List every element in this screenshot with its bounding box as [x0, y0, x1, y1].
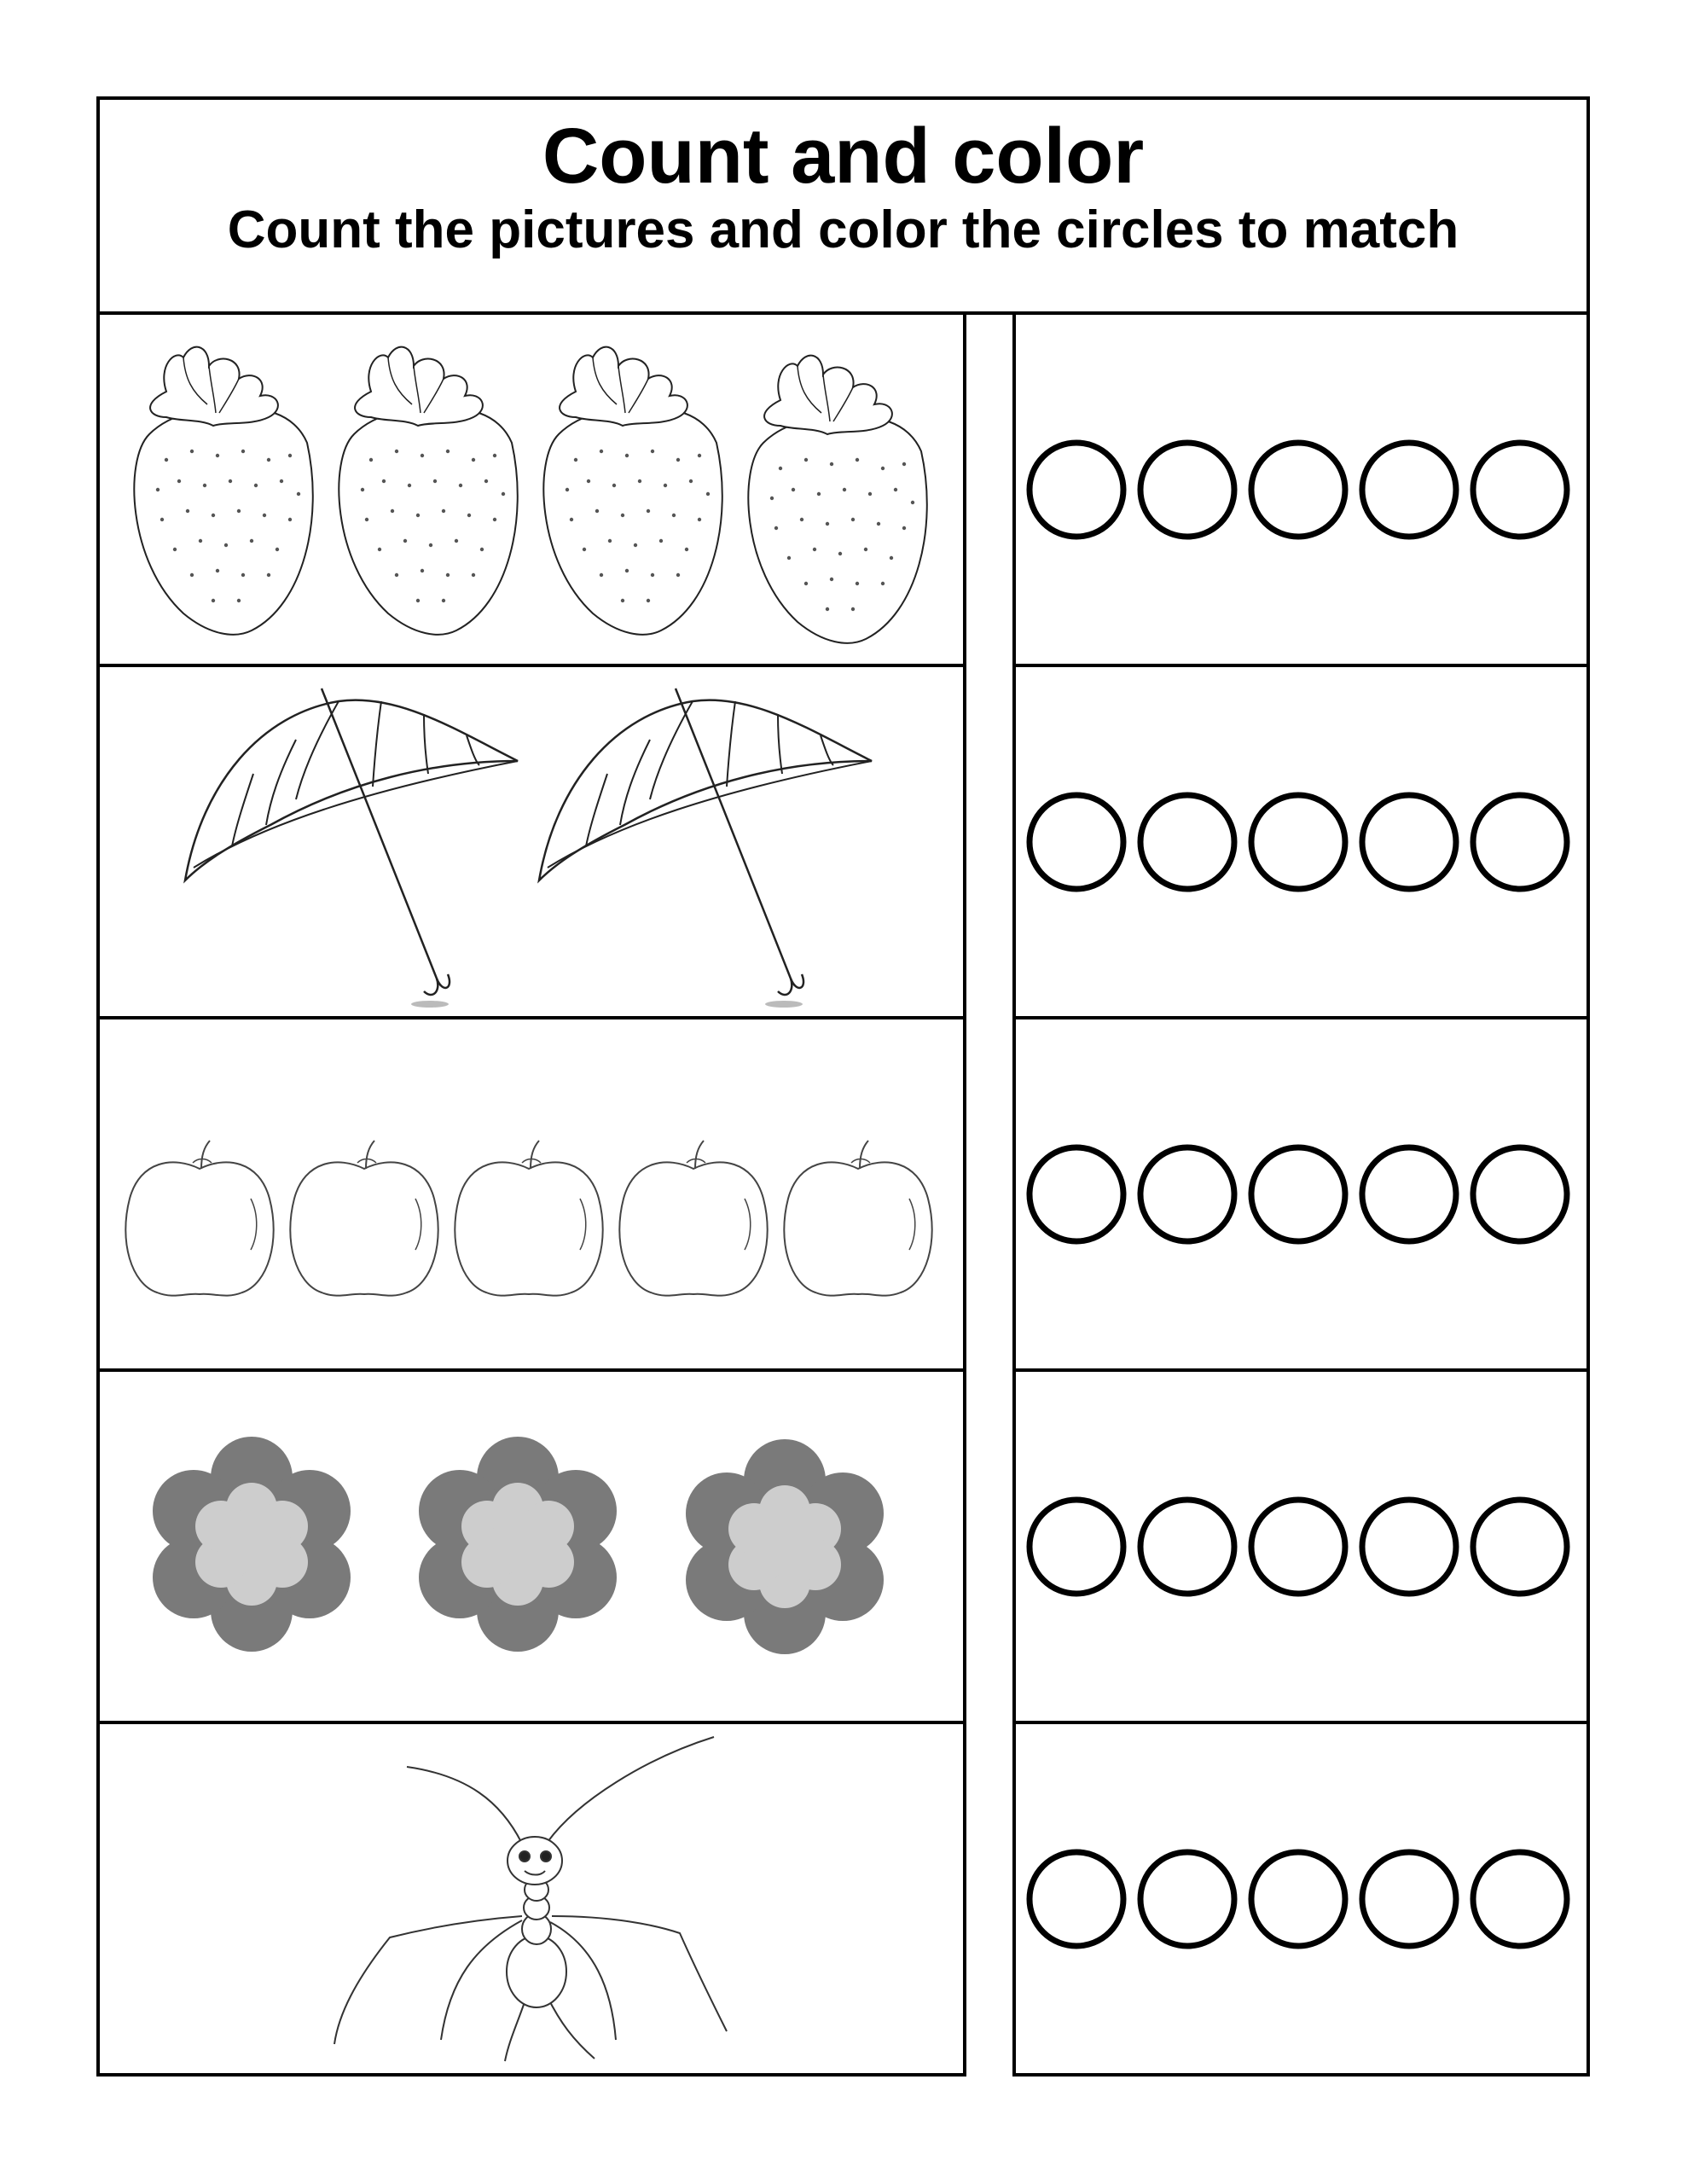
- picture-box-flowers: [96, 1368, 966, 1724]
- strawberry-icon: [339, 347, 517, 635]
- circles-box: [1012, 1368, 1590, 1724]
- umbrella-icon: [185, 688, 518, 1008]
- coloring-circle[interactable]: [1030, 1500, 1123, 1594]
- umbrella-group: [100, 667, 966, 1016]
- flower-icon: [686, 1439, 884, 1654]
- instructions-text: Count the pictures and color the circles to match: [227, 200, 1459, 259]
- umbrella-icon: [539, 688, 872, 1008]
- coloring-circle[interactable]: [1251, 1852, 1345, 1946]
- coloring-circle[interactable]: [1362, 1852, 1456, 1946]
- coloring-circle[interactable]: [1473, 1500, 1567, 1594]
- coloring-circle[interactable]: [1030, 443, 1123, 537]
- circles-box: [1012, 1016, 1590, 1372]
- coloring-circle[interactable]: [1362, 1500, 1456, 1594]
- worksheet-header: [96, 96, 1590, 315]
- coloring-circle[interactable]: [1362, 1147, 1456, 1241]
- strawberry-icon: [543, 347, 722, 635]
- coloring-circle[interactable]: [1251, 795, 1345, 889]
- circle-row: [1016, 1019, 1587, 1368]
- coloring-circle[interactable]: [1473, 1852, 1567, 1946]
- page-title: Count and color: [542, 113, 1145, 200]
- circles-box: [1012, 664, 1590, 1019]
- coloring-circle[interactable]: [1251, 1500, 1345, 1594]
- flower-icon: [153, 1437, 351, 1652]
- circle-row: [1016, 1724, 1587, 2073]
- coloring-circle[interactable]: [1030, 1852, 1123, 1946]
- apple-icon: [455, 1141, 602, 1296]
- circles-box: [1012, 311, 1590, 667]
- apple-icon: [290, 1141, 438, 1296]
- coloring-circle[interactable]: [1030, 795, 1123, 889]
- apple-icon: [125, 1141, 273, 1296]
- coloring-circle[interactable]: [1140, 1500, 1234, 1594]
- strawberry-icon: [134, 347, 312, 635]
- coloring-circle[interactable]: [1251, 1147, 1345, 1241]
- coloring-circle[interactable]: [1140, 443, 1234, 537]
- apple-icon: [619, 1141, 767, 1296]
- coloring-circle[interactable]: [1140, 795, 1234, 889]
- coloring-circle[interactable]: [1473, 1147, 1567, 1241]
- circle-row: [1016, 667, 1587, 1016]
- circles-box: [1012, 1721, 1590, 2077]
- flower-icon: [419, 1437, 617, 1652]
- picture-box-ant: [96, 1721, 966, 2077]
- picture-box-apples: [96, 1016, 966, 1372]
- coloring-circle[interactable]: [1362, 795, 1456, 889]
- apple-group: [100, 1019, 966, 1368]
- coloring-circle[interactable]: [1251, 443, 1345, 537]
- flower-group: [100, 1372, 966, 1721]
- coloring-circle[interactable]: [1362, 443, 1456, 537]
- circle-row: [1016, 315, 1587, 664]
- strawberry-group: [100, 315, 966, 664]
- coloring-circle[interactable]: [1473, 443, 1567, 537]
- coloring-circle[interactable]: [1140, 1852, 1234, 1946]
- strawberry-icon: [748, 356, 926, 643]
- ant-icon: [334, 1737, 727, 2061]
- picture-box-umbrellas: [96, 664, 966, 1019]
- coloring-circle[interactable]: [1030, 1147, 1123, 1241]
- picture-box-strawberries: [96, 311, 966, 667]
- apple-icon: [784, 1141, 931, 1296]
- coloring-circle[interactable]: [1473, 795, 1567, 889]
- coloring-circle[interactable]: [1140, 1147, 1234, 1241]
- ant-group: [100, 1724, 966, 2073]
- circle-row: [1016, 1372, 1587, 1721]
